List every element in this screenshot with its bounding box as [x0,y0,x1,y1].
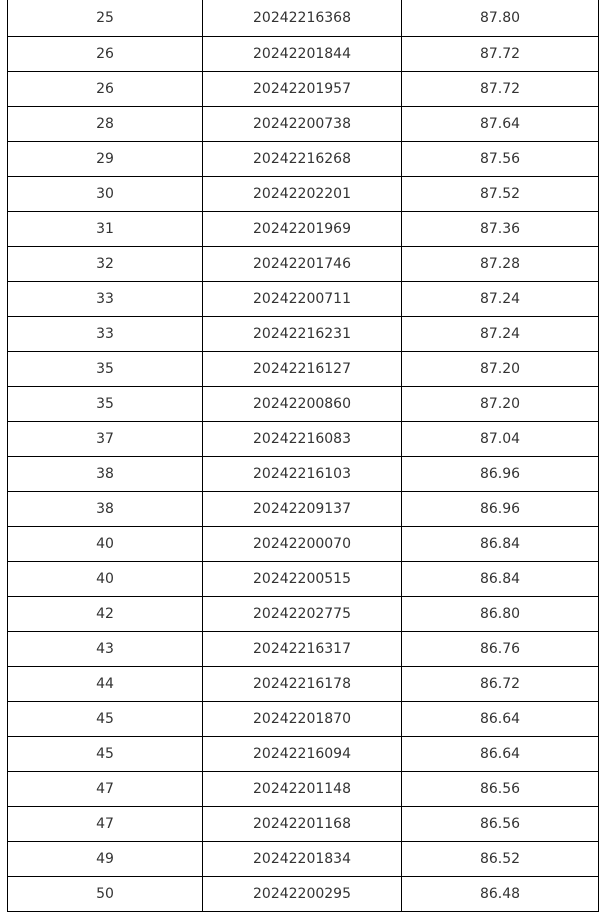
table-row [8,107,599,142]
table-row [8,597,599,632]
table-row [8,247,599,282]
score-cell: 86.52 [402,842,599,877]
score-cell: 87.80 [402,0,599,37]
score-cell: 87.72 [402,72,599,107]
exam-number-cell: 20242201957 [203,72,402,107]
score-cell: 86.84 [402,527,599,562]
table-row [8,352,599,387]
table-row [8,807,599,842]
score-cell: 87.56 [402,142,599,177]
rank-cell: 47 [8,807,203,842]
exam-number-cell: 20242216094 [203,737,402,772]
rank-cell: 30 [8,177,203,212]
score-cell: 87.64 [402,107,599,142]
score-cell: 87.36 [402,212,599,247]
exam-number-cell: 20242216368 [203,0,402,37]
table-row [8,142,599,177]
rank-cell: 35 [8,387,203,422]
rank-cell: 50 [8,877,203,912]
ranking-table [7,0,599,912]
score-cell: 87.24 [402,282,599,317]
exam-number-cell: 20242216268 [203,142,402,177]
table-row [8,737,599,772]
score-cell: 86.76 [402,632,599,667]
score-cell: 87.20 [402,352,599,387]
table-row [8,212,599,247]
score-cell: 86.80 [402,597,599,632]
rank-cell: 28 [8,107,203,142]
exam-number-cell: 20242200295 [203,877,402,912]
rank-cell: 45 [8,737,203,772]
exam-number-cell: 20242216083 [203,422,402,457]
rank-cell: 26 [8,37,203,72]
exam-number-cell: 20242209137 [203,492,402,527]
rank-cell: 47 [8,772,203,807]
score-cell: 86.48 [402,877,599,912]
exam-number-cell: 20242216178 [203,667,402,702]
exam-number-cell: 20242216231 [203,317,402,352]
exam-number-cell: 20242201168 [203,807,402,842]
rank-cell: 40 [8,527,203,562]
exam-number-cell: 20242201834 [203,842,402,877]
table-row [8,282,599,317]
score-cell: 86.96 [402,457,599,492]
exam-number-cell: 20242201844 [203,37,402,72]
ranking-table-container [7,0,598,912]
exam-number-cell: 20242202775 [203,597,402,632]
score-cell: 87.28 [402,247,599,282]
exam-number-cell: 20242200070 [203,527,402,562]
table-row [8,492,599,527]
score-cell: 87.72 [402,37,599,72]
rank-cell: 38 [8,492,203,527]
rank-cell: 25 [8,0,203,37]
table-row [8,317,599,352]
score-cell: 87.20 [402,387,599,422]
exam-number-cell: 20242202201 [203,177,402,212]
rank-cell: 26 [8,72,203,107]
rank-cell: 29 [8,142,203,177]
table-row [8,422,599,457]
table-row [8,527,599,562]
score-cell: 86.56 [402,772,599,807]
score-cell: 86.96 [402,492,599,527]
score-cell: 87.52 [402,177,599,212]
exam-number-cell: 20242201870 [203,702,402,737]
exam-number-cell: 20242201969 [203,212,402,247]
exam-number-cell: 20242200860 [203,387,402,422]
rank-cell: 44 [8,667,203,702]
rank-cell: 31 [8,212,203,247]
table-row [8,842,599,877]
rank-cell: 45 [8,702,203,737]
table-row [8,37,599,72]
exam-number-cell: 20242216103 [203,457,402,492]
table-row [8,387,599,422]
table-row [8,877,599,912]
score-cell: 86.72 [402,667,599,702]
table-row [8,702,599,737]
rank-cell: 49 [8,842,203,877]
table-row [8,772,599,807]
rank-cell: 33 [8,317,203,352]
rank-cell: 32 [8,247,203,282]
exam-number-cell: 20242216127 [203,352,402,387]
rank-cell: 43 [8,632,203,667]
table-row [8,667,599,702]
table-row [8,0,599,37]
table-row [8,177,599,212]
exam-number-cell: 20242200515 [203,562,402,597]
table-row [8,457,599,492]
exam-number-cell: 20242216317 [203,632,402,667]
table-body [8,0,599,912]
rank-cell: 37 [8,422,203,457]
score-cell: 87.24 [402,317,599,352]
exam-number-cell: 20242200711 [203,282,402,317]
rank-cell: 35 [8,352,203,387]
score-cell: 86.56 [402,807,599,842]
rank-cell: 40 [8,562,203,597]
rank-cell: 42 [8,597,203,632]
exam-number-cell: 20242201746 [203,247,402,282]
score-cell: 86.64 [402,737,599,772]
rank-cell: 38 [8,457,203,492]
exam-number-cell: 20242201148 [203,772,402,807]
score-cell: 87.04 [402,422,599,457]
score-cell: 86.64 [402,702,599,737]
exam-number-cell: 20242200738 [203,107,402,142]
table-row [8,72,599,107]
table-row [8,562,599,597]
score-cell: 86.84 [402,562,599,597]
rank-cell: 33 [8,282,203,317]
table-row [8,632,599,667]
